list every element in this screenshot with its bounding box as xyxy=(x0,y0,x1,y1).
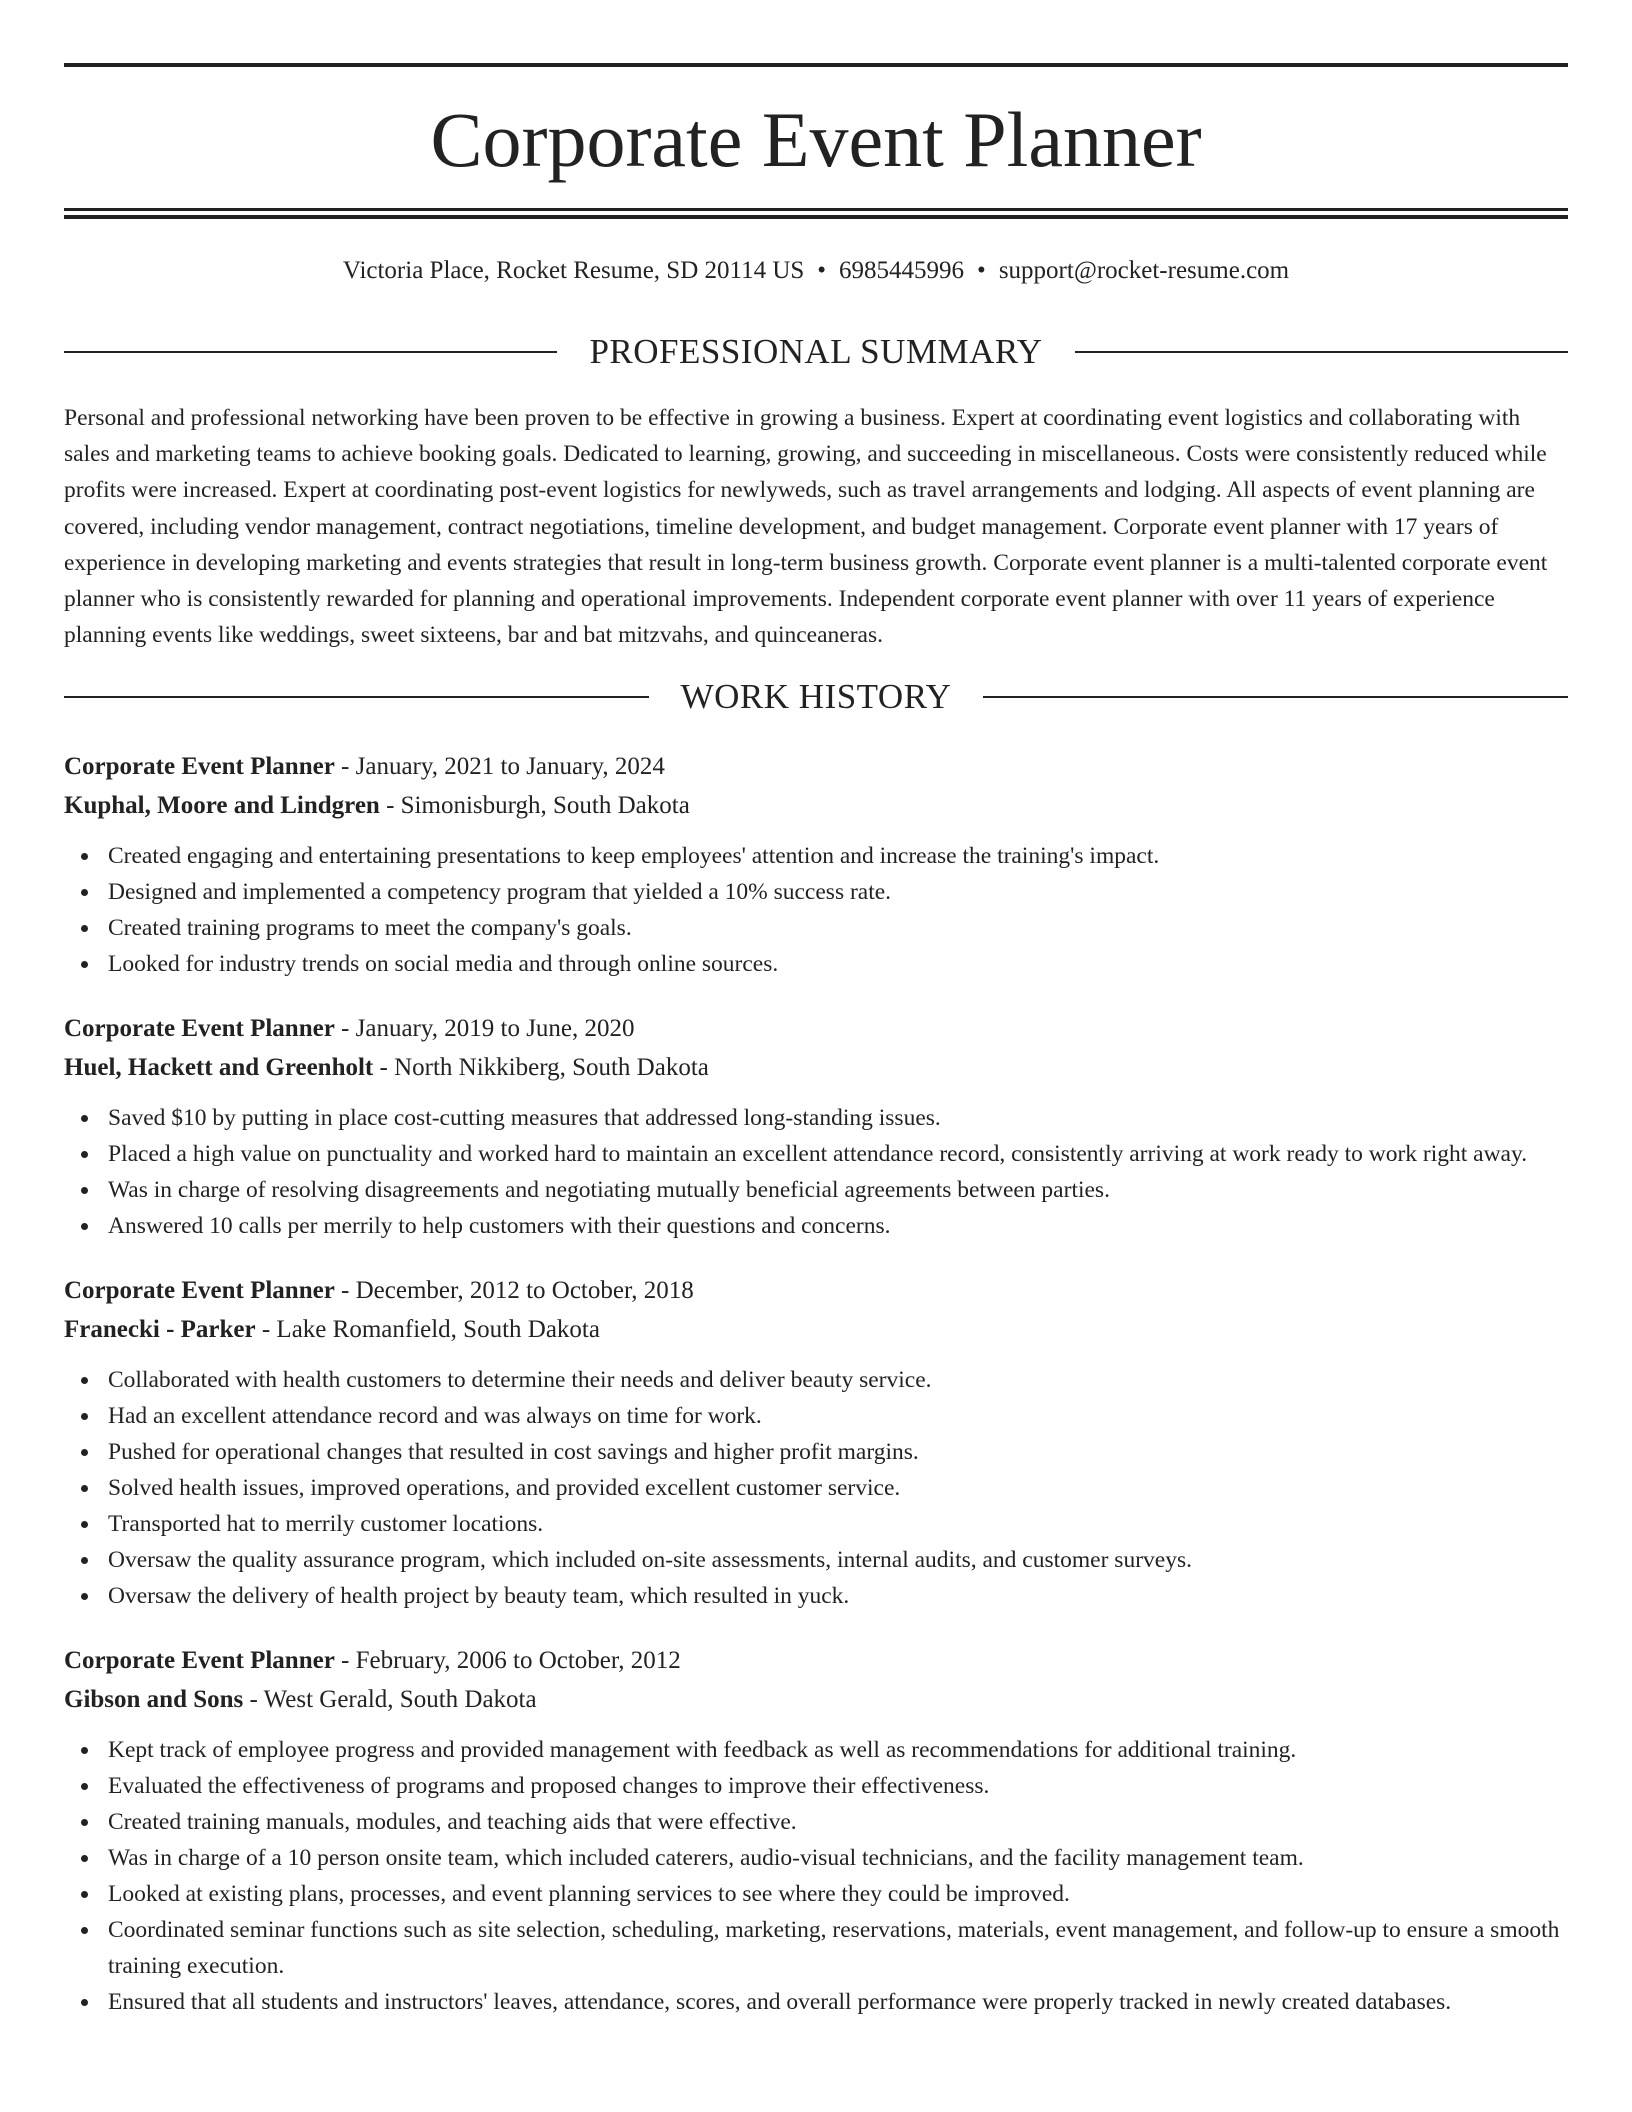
work-history-list xyxy=(64,748,1568,2048)
job-location: - Lake Romanfield, South Dakota xyxy=(261,1315,600,1343)
job-title-line xyxy=(64,748,1568,787)
job-location: - West Gerald, South Dakota xyxy=(249,1685,537,1713)
job-title: Corporate Event Planner xyxy=(64,1277,335,1304)
job-title-line xyxy=(64,1642,1568,1681)
job-bullet: Oversaw the delivery of health project by beauty team, which resulted in yuck. xyxy=(64,1578,1568,1614)
job-title: Corporate Event Planner xyxy=(64,1647,335,1674)
job-bullet-list xyxy=(64,1362,1568,1614)
job-title: Corporate Event Planner xyxy=(64,1015,335,1042)
job-location: - North Nikkiberg, South Dakota xyxy=(379,1053,709,1081)
job-bullet: Designed and implemented a competency program that yielded a 10% success rate. xyxy=(64,874,1568,910)
job-company-line xyxy=(64,1681,1568,1720)
job-entry xyxy=(64,748,1568,982)
job-bullet: Kept track of employee progress and provided management with feedback as well as recommendations for additional training. xyxy=(64,1732,1568,1768)
contact-line xyxy=(64,255,1568,287)
job-location: - Simonisburgh, South Dakota xyxy=(386,791,690,819)
job-dates: - February, 2006 to October, 2012 xyxy=(341,1647,681,1674)
job-dates: - January, 2019 to June, 2020 xyxy=(341,1015,635,1042)
job-entry xyxy=(64,1010,1568,1244)
contact-separator: • xyxy=(977,257,986,284)
contact-phone: 6985445996 xyxy=(839,257,965,284)
section-rule-left xyxy=(64,351,557,353)
job-bullet: Created training manuals, modules, and teaching aids that were effective. xyxy=(64,1804,1568,1840)
header-bottom-rule-upper xyxy=(64,208,1568,211)
job-bullet: Saved $10 by putting in place cost-cutting measures that addressed long-standing issues. xyxy=(64,1100,1568,1136)
job-bullet: Created engaging and entertaining presentations to keep employees' attention and increase the training's impact. xyxy=(64,838,1568,874)
job-company: Kuphal, Moore and Lindgren xyxy=(64,791,380,819)
job-title-line xyxy=(64,1272,1568,1311)
job-company: Huel, Hackett and Greenholt xyxy=(64,1053,374,1081)
job-bullet-list xyxy=(64,838,1568,982)
job-company-line xyxy=(64,1311,1568,1350)
job-entry xyxy=(64,1272,1568,1614)
section-rule-right xyxy=(1075,351,1568,353)
job-bullet: Had an excellent attendance record and was always on time for work. xyxy=(64,1398,1568,1434)
resume-title: Corporate Event Planner xyxy=(430,96,1202,183)
summary-section-heading xyxy=(64,332,1568,372)
job-bullet: Coordinated seminar functions such as site selection, scheduling, marketing, reservations, materials, event management, and follow-up to ensure a smooth training execution. xyxy=(64,1912,1568,1984)
header-top-rule xyxy=(64,63,1568,67)
job-title: Corporate Event Planner xyxy=(64,753,335,780)
job-bullet: Solved health issues, improved operations, and provided excellent customer service. xyxy=(64,1470,1568,1506)
section-rule-right xyxy=(983,696,1568,698)
job-bullet: Looked at existing plans, processes, and event planning services to see where they could be improved. xyxy=(64,1876,1568,1912)
job-bullet: Placed a high value on punctuality and worked hard to maintain an excellent attendance record, consistently arriving at work ready to work right away. xyxy=(64,1136,1568,1172)
job-company-line xyxy=(64,787,1568,826)
job-bullet: Created training programs to meet the company's goals. xyxy=(64,910,1568,946)
job-bullet: Evaluated the effectiveness of programs and proposed changes to improve their effectiveness. xyxy=(64,1768,1568,1804)
job-bullet: Answered 10 calls per merrily to help customers with their questions and concerns. xyxy=(64,1208,1568,1244)
job-company-line xyxy=(64,1049,1568,1088)
job-bullet-list xyxy=(64,1100,1568,1244)
job-title-line xyxy=(64,1010,1568,1049)
job-bullet: Pushed for operational changes that resulted in cost savings and higher profit margins. xyxy=(64,1434,1568,1470)
work-section-heading xyxy=(64,677,1568,717)
job-bullet: Ensured that all students and instructors' leaves, attendance, scores, and overall performance were properly tracked in newly created databases. xyxy=(64,1984,1568,2020)
job-bullet: Was in charge of resolving disagreements and negotiating mutually beneficial agreements between parties. xyxy=(64,1172,1568,1208)
job-bullet: Transported hat to merrily customer locations. xyxy=(64,1506,1568,1542)
contact-address: Victoria Place, Rocket Resume, SD 20114 US xyxy=(342,257,805,284)
section-rule-left xyxy=(64,696,649,698)
job-dates: - January, 2021 to January, 2024 xyxy=(341,753,665,780)
job-bullet: Oversaw the quality assurance program, which included on-site assessments, internal audits, and customer surveys. xyxy=(64,1542,1568,1578)
job-bullet: Was in charge of a 10 person onsite team, which included caterers, audio-visual technicians, and the facility management team. xyxy=(64,1840,1568,1876)
job-dates: - December, 2012 to October, 2018 xyxy=(341,1277,694,1304)
job-bullet: Collaborated with health customers to determine their needs and deliver beauty service. xyxy=(64,1362,1568,1398)
work-heading-label: WORK HISTORY xyxy=(680,677,952,716)
job-entry xyxy=(64,1642,1568,2020)
contact-email: support@rocket-resume.com xyxy=(998,257,1290,284)
header-bottom-rule-lower xyxy=(64,215,1568,219)
contact-separator: • xyxy=(817,257,827,284)
summary-text: Personal and professional networking have been proven to be effective in growing a business. Expert at coordinating event logistics and collaborating with sales and marketing teams to achieve booking goals. Dedicated to learning, growing, and succeeding in miscellaneous. Costs were consistently reduced while profits were increased. Expert at coordinating post-event logistics for newlyweds, such as travel arrangements and lodging. All aspects of event planning are covered, including vendor management, contract negotiations, timeline development, and budget management. Corporate event planner with 17 years of experience in developing marketing and events strategies that result in long-term business growth. Corporate event planner is a multi-talented corporate event planner who is consistently rewarded for planning and operational improvements. Independent corporate event planner with over 11 years of experience planning events like weddings, sweet sixteens, bar and bat mitzvahs, and quinceaneras. xyxy=(64,405,1548,649)
job-bullet-list xyxy=(64,1732,1568,2020)
summary-heading-label: PROFESSIONAL SUMMARY xyxy=(589,332,1043,371)
job-company: Franecki - Parker xyxy=(64,1315,256,1343)
job-company: Gibson and Sons xyxy=(64,1685,244,1713)
job-bullet: Looked for industry trends on social media and through online sources. xyxy=(64,946,1568,982)
